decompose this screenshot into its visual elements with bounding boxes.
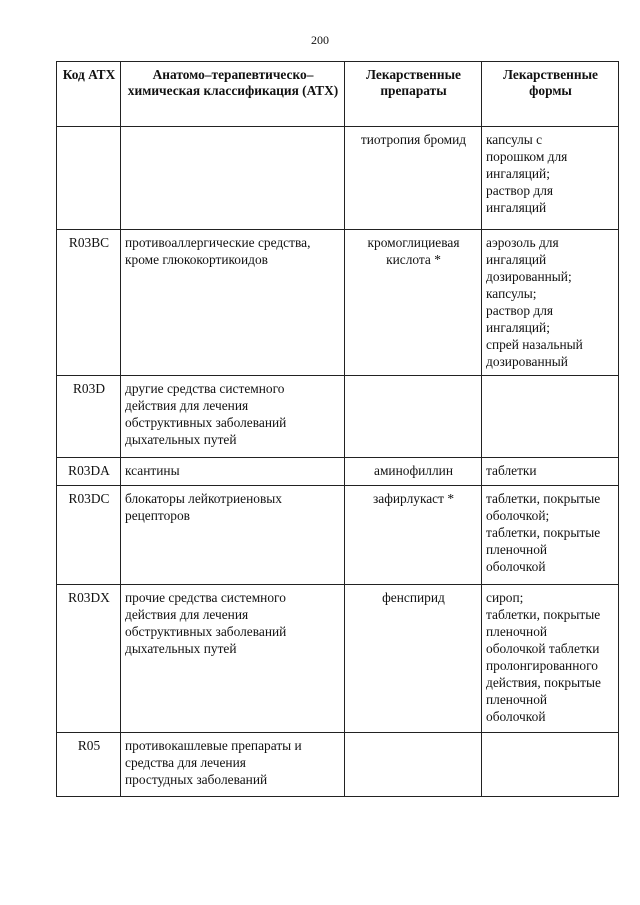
dosage-form-cell: сироп; таблетки, покрытые пленочной оболочкой таблетки пролонгированного действия, покрытые пленочной оболочкой <box>482 585 619 733</box>
classification-cell <box>121 127 345 230</box>
header-classification: Анатомо–терапевтическо–химическая классификация (АТХ) <box>121 62 345 127</box>
drug-cell: фенспирид <box>345 585 482 733</box>
table-row <box>57 230 619 376</box>
dosage-form-cell <box>482 733 619 797</box>
drug-cell: кромоглициевая кислота * <box>345 230 482 376</box>
classification-cell: противоаллергические средства, кроме глюкокортикоидов <box>121 230 345 376</box>
table-row <box>57 733 619 797</box>
drug-cell: аминофиллин <box>345 458 482 486</box>
classification-cell: противокашлевые препараты и средства для лечения простудных заболеваний <box>121 733 345 797</box>
atx-code-cell: R03BC <box>57 230 121 376</box>
classification-cell: прочие средства системного действия для лечения обструктивных заболеваний дыхательных путей <box>121 585 345 733</box>
dosage-form-cell: капсулы с порошком для ингаляций; раствор для ингаляций <box>482 127 619 230</box>
header-drugs: Лекарственные препараты <box>345 62 482 127</box>
atx-code-cell: R03DA <box>57 458 121 486</box>
table-row <box>57 127 619 230</box>
dosage-form-cell: аэрозоль для ингаляций дозированный; капсулы; раствор для ингаляций; спрей назальный дозированный <box>482 230 619 376</box>
dosage-form-cell <box>482 376 619 458</box>
drug-cell <box>345 376 482 458</box>
drug-cell: зафирлукаст * <box>345 486 482 585</box>
table-row <box>57 458 619 486</box>
table-row <box>57 376 619 458</box>
table-row <box>57 486 619 585</box>
atx-table <box>56 61 619 797</box>
atx-code-cell: R05 <box>57 733 121 797</box>
table-row <box>57 585 619 733</box>
header-dosage-forms: Лекарственные формы <box>482 62 619 127</box>
drug-cell: тиотропия бромид <box>345 127 482 230</box>
table-header-row <box>57 62 619 127</box>
atx-code-cell: R03D <box>57 376 121 458</box>
atx-code-cell: R03DC <box>57 486 121 585</box>
classification-cell: ксантины <box>121 458 345 486</box>
dosage-form-cell: таблетки <box>482 458 619 486</box>
page-number: 200 <box>311 33 329 47</box>
classification-cell: другие средства системного действия для лечения обструктивных заболеваний дыхательных путей <box>121 376 345 458</box>
dosage-form-cell: таблетки, покрытые оболочкой; таблетки, покрытые пленочной оболочкой <box>482 486 619 585</box>
atx-code-cell <box>57 127 121 230</box>
header-atx-code: Код АТХ <box>57 62 121 127</box>
classification-cell: блокаторы лейкотриеновых рецепторов <box>121 486 345 585</box>
atx-code-cell: R03DX <box>57 585 121 733</box>
drug-cell <box>345 733 482 797</box>
